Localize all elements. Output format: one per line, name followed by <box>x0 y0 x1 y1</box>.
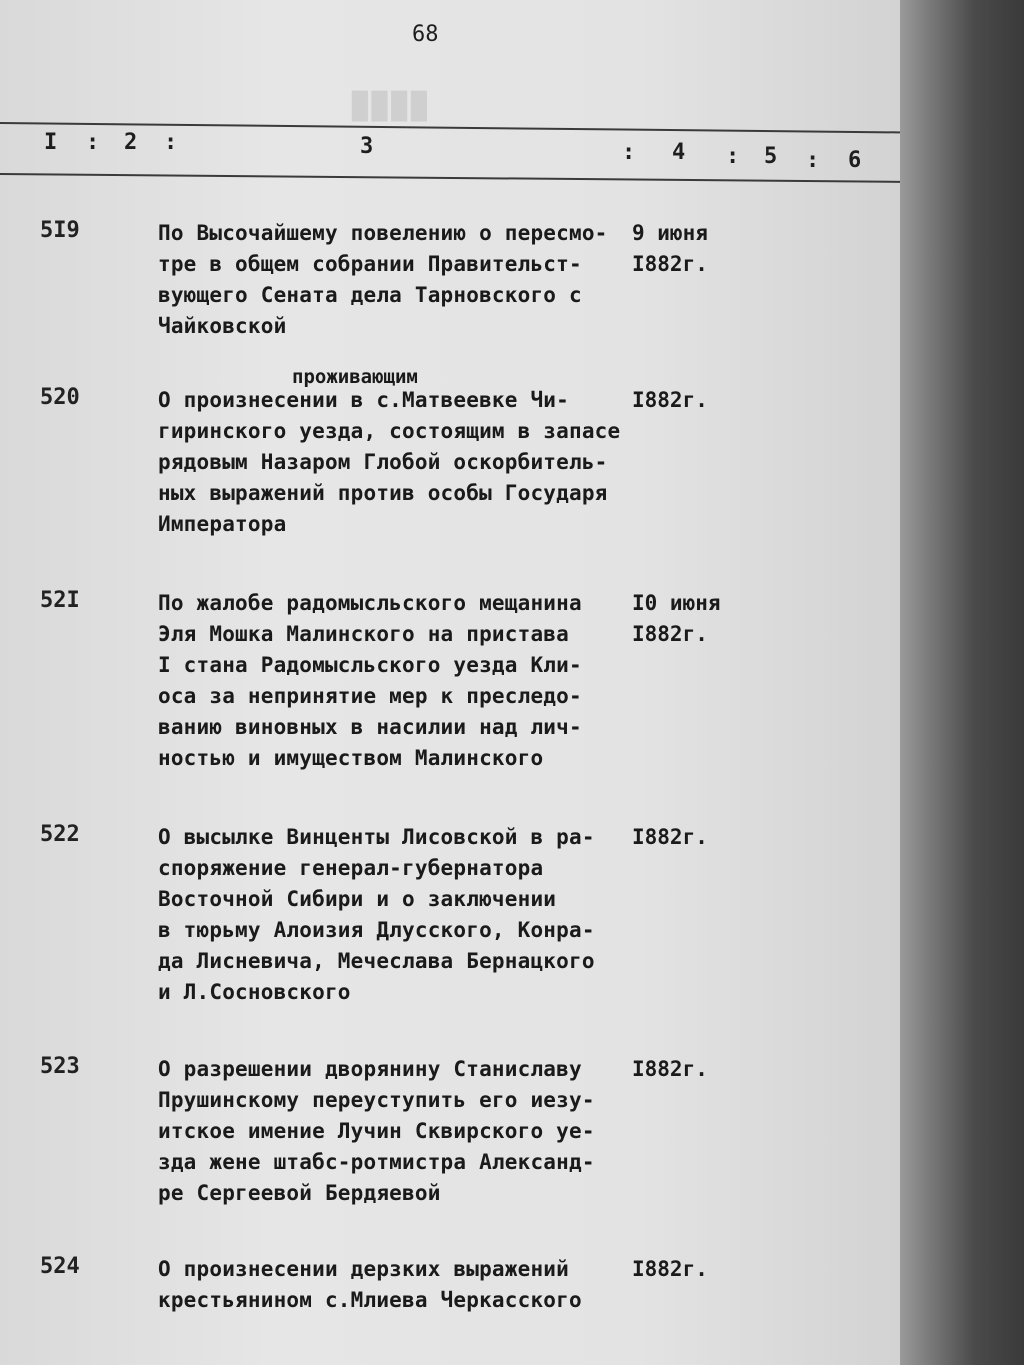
header-rule-bottom <box>0 173 910 183</box>
column-separator: : <box>164 130 178 155</box>
entry-number: 520 <box>40 385 80 410</box>
entry-description: О произнесении в с.Матвеевке Чи- гиринского уезда, состоящим в запасе рядовым Назаром Глобой оскорбитель- ных выражений против особы Государя Императора <box>158 388 621 536</box>
entry-number: 5I9 <box>40 218 80 243</box>
entry-date: 9 июня I882г. <box>632 221 708 276</box>
column-separator: : <box>86 130 100 155</box>
entry-number: 524 <box>40 1254 80 1279</box>
entry-number: 522 <box>40 822 80 847</box>
entry-date: I882г. <box>632 1057 708 1081</box>
page-number: 68 <box>412 22 439 47</box>
entry-date: I882г. <box>632 1257 708 1281</box>
entry-number: 52I <box>40 588 80 613</box>
column-number-6: 6 <box>848 148 862 173</box>
column-separator: : <box>726 144 740 169</box>
column-number-5: 5 <box>764 144 778 169</box>
entry-number: 523 <box>40 1054 80 1079</box>
column-number-1: I <box>44 130 58 155</box>
entry-date: I0 июня I882г. <box>632 591 721 646</box>
entry-date: I882г. <box>632 825 708 849</box>
page-edge-shadow <box>900 0 1024 1365</box>
entry-description: О разрешении дворянину Станиславу Прушинскому переуступить его иезу- итское имение Лучин Сквирского уе- зда жене штабс-ротмистра Александ- ре Сергеевой Бердяевой <box>158 1057 595 1205</box>
entry-date: I882г. <box>632 388 708 412</box>
column-separator: : <box>622 140 636 165</box>
entry-description: О высылке Винценты Лисовской в ра- споряжение генерал-губернатора Восточной Сибири и о заключении в тюрьму Алоизия Длусского, Конра- да Лисневича, Мечеслава Бернацкого и Л.Сосновского <box>158 825 595 1004</box>
bleed-through-text: ████ <box>352 92 431 122</box>
entry-description: По жалобе радомысльского мещанина Эля Мошка Малинского на пристава I стана Радомысльского уезда Кли- оса за непринятие мер к преследо- ванию виновных в насилии над лич- ностью и имуществом Малинского <box>158 591 582 770</box>
column-number-2: 2 <box>124 130 138 155</box>
entry-description: По Высочайшему повелению о пересмо- тре в общем собрании Правительст- вующего Сената дела Тарновского с Чайковской <box>158 221 608 338</box>
column-separator: : <box>806 148 820 173</box>
column-number-4: 4 <box>672 140 686 165</box>
column-number-3: 3 <box>360 134 374 159</box>
entry-description: О произнесении дерзких выражений крестьянином с.Млиева Черкасского <box>158 1257 582 1312</box>
handwritten-insertion: проживающим <box>292 366 418 388</box>
